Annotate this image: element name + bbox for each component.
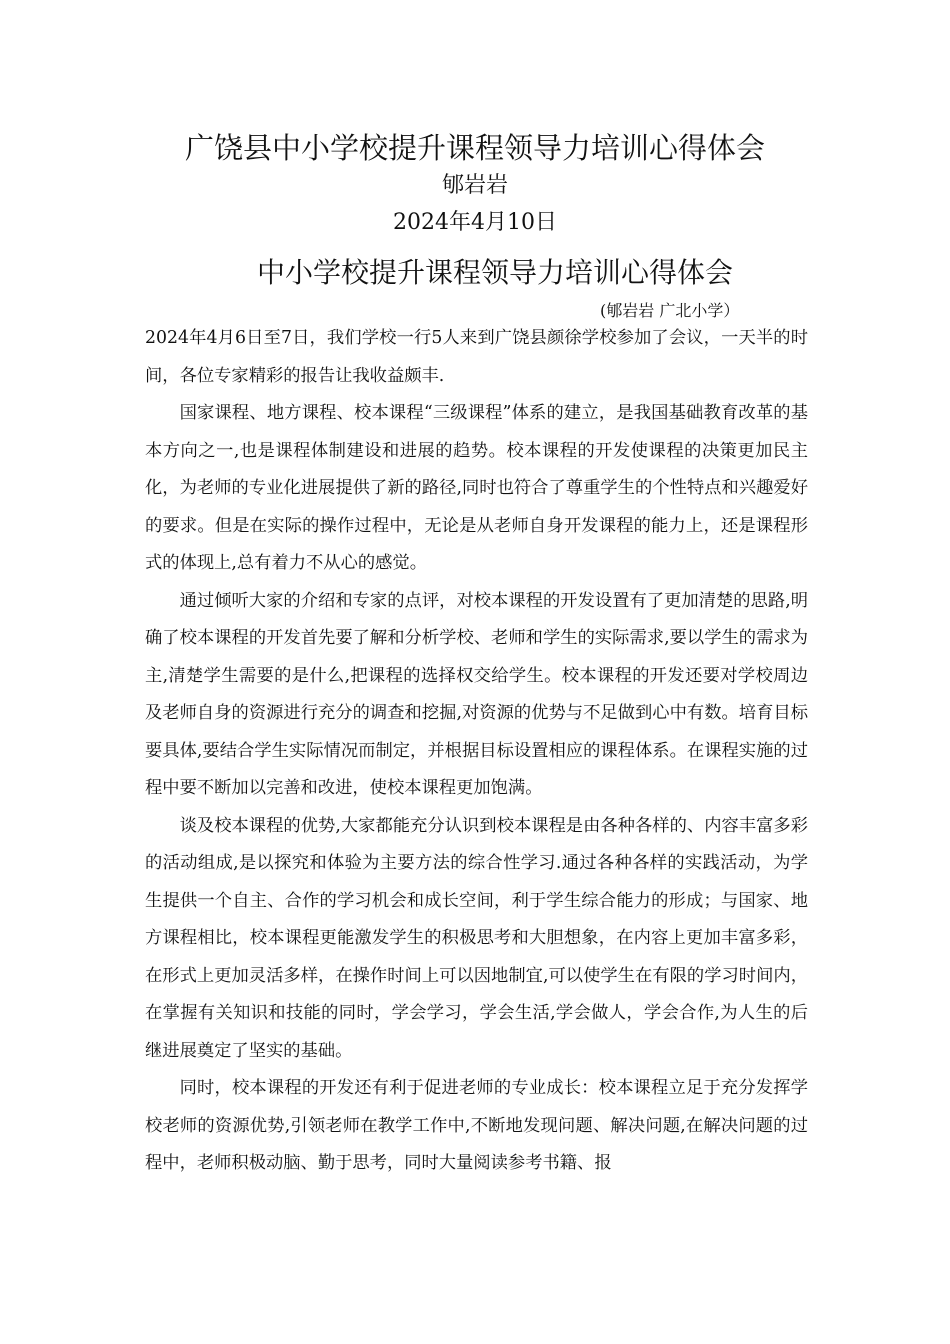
- paragraph-development-approach: 通过倾听大家的介绍和专家的点评，对校本课程的开发设置有了更加清楚的思路,明确了校本课程的开发首先要了解和分析学校、老师和学生的实际需求,要以学生的需求为主,清楚学生需要的是什么,把课程的选择权交给学生。校本课程的开发还要对学校周边及老师自身的资源进行充分的调查和挖掘,对资源的优势与不足做到心中有数。培育目标要具体,要结合学生实际情况而制定，并根据目标设置相应的课程体系。在课程实施的过程中要不断加以完善和改进，使校本课程更加饱满。: [145, 590, 808, 798]
- main-title: 广饶县中小学校提升课程领导力培训心得体会: [184, 131, 765, 165]
- sub-title: 中小学校提升课程领导力培训心得体会: [256, 256, 733, 289]
- paragraph-intro: 2024年4月6日至7日，我们学校一行5人来到广饶县颜徐学校参加了会议，一天半的时间，各位专家精彩的报告让我收益颇丰.: [145, 328, 808, 386]
- byline: (郇岩岩 广北小学）: [600, 301, 740, 320]
- paragraph-teacher-growth: 同时，校本课程的开发还有利于促进老师的专业成长：校本课程立足于充分发挥学校老师的资源优势,引领老师在教学工作中,不断地发现问题、解决问题,在解决问题的过程中，老师积极动脑、勤于思考，同时大量阅读参考书籍、报: [145, 1078, 808, 1173]
- paragraph-three-level-curriculum: 国家课程、地方课程、校本课程“三级课程”体系的建立，是我国基础教育改革的基本方向之一,也是课程体制建设和进展的趋势。校本课程的开发使课程的决策更加民主化，为老师的专业化进展提供了新的路径,同时也符合了尊重学生的个性特点和兴趣爱好的要求。但是在实际的操作过程中，无论是从老师自身开发课程的能力上，还是课程形式的体现上,总有着力不从心的感觉。: [145, 403, 808, 573]
- paragraph-advantages: 谈及校本课程的优势,大家都能充分认识到校本课程是由各种各样的、内容丰富多彩的活动组成,是以探究和体验为主要方法的综合性学习.通过各种各样的实践活动，为学生提供一个自主、合作的学习机会和成长空间，利于学生综合能力的形成；与国家、地方课程相比，校本课程更能激发学生的积极思考和大胆想象，在内容上更加丰富多彩，在形式上更加灵活多样，在操作时间上可以因地制宜,可以使学生在有限的学习时间内，在掌握有关知识和技能的同时，学会学习，学会生活,学会做人，学会合作,为人生的后继进展奠定了坚实的基础。: [145, 815, 808, 1061]
- body-text: [145, 320, 808, 1183]
- author-name: 郇岩岩: [441, 173, 508, 198]
- document-date: 2024年4月10日: [393, 210, 557, 235]
